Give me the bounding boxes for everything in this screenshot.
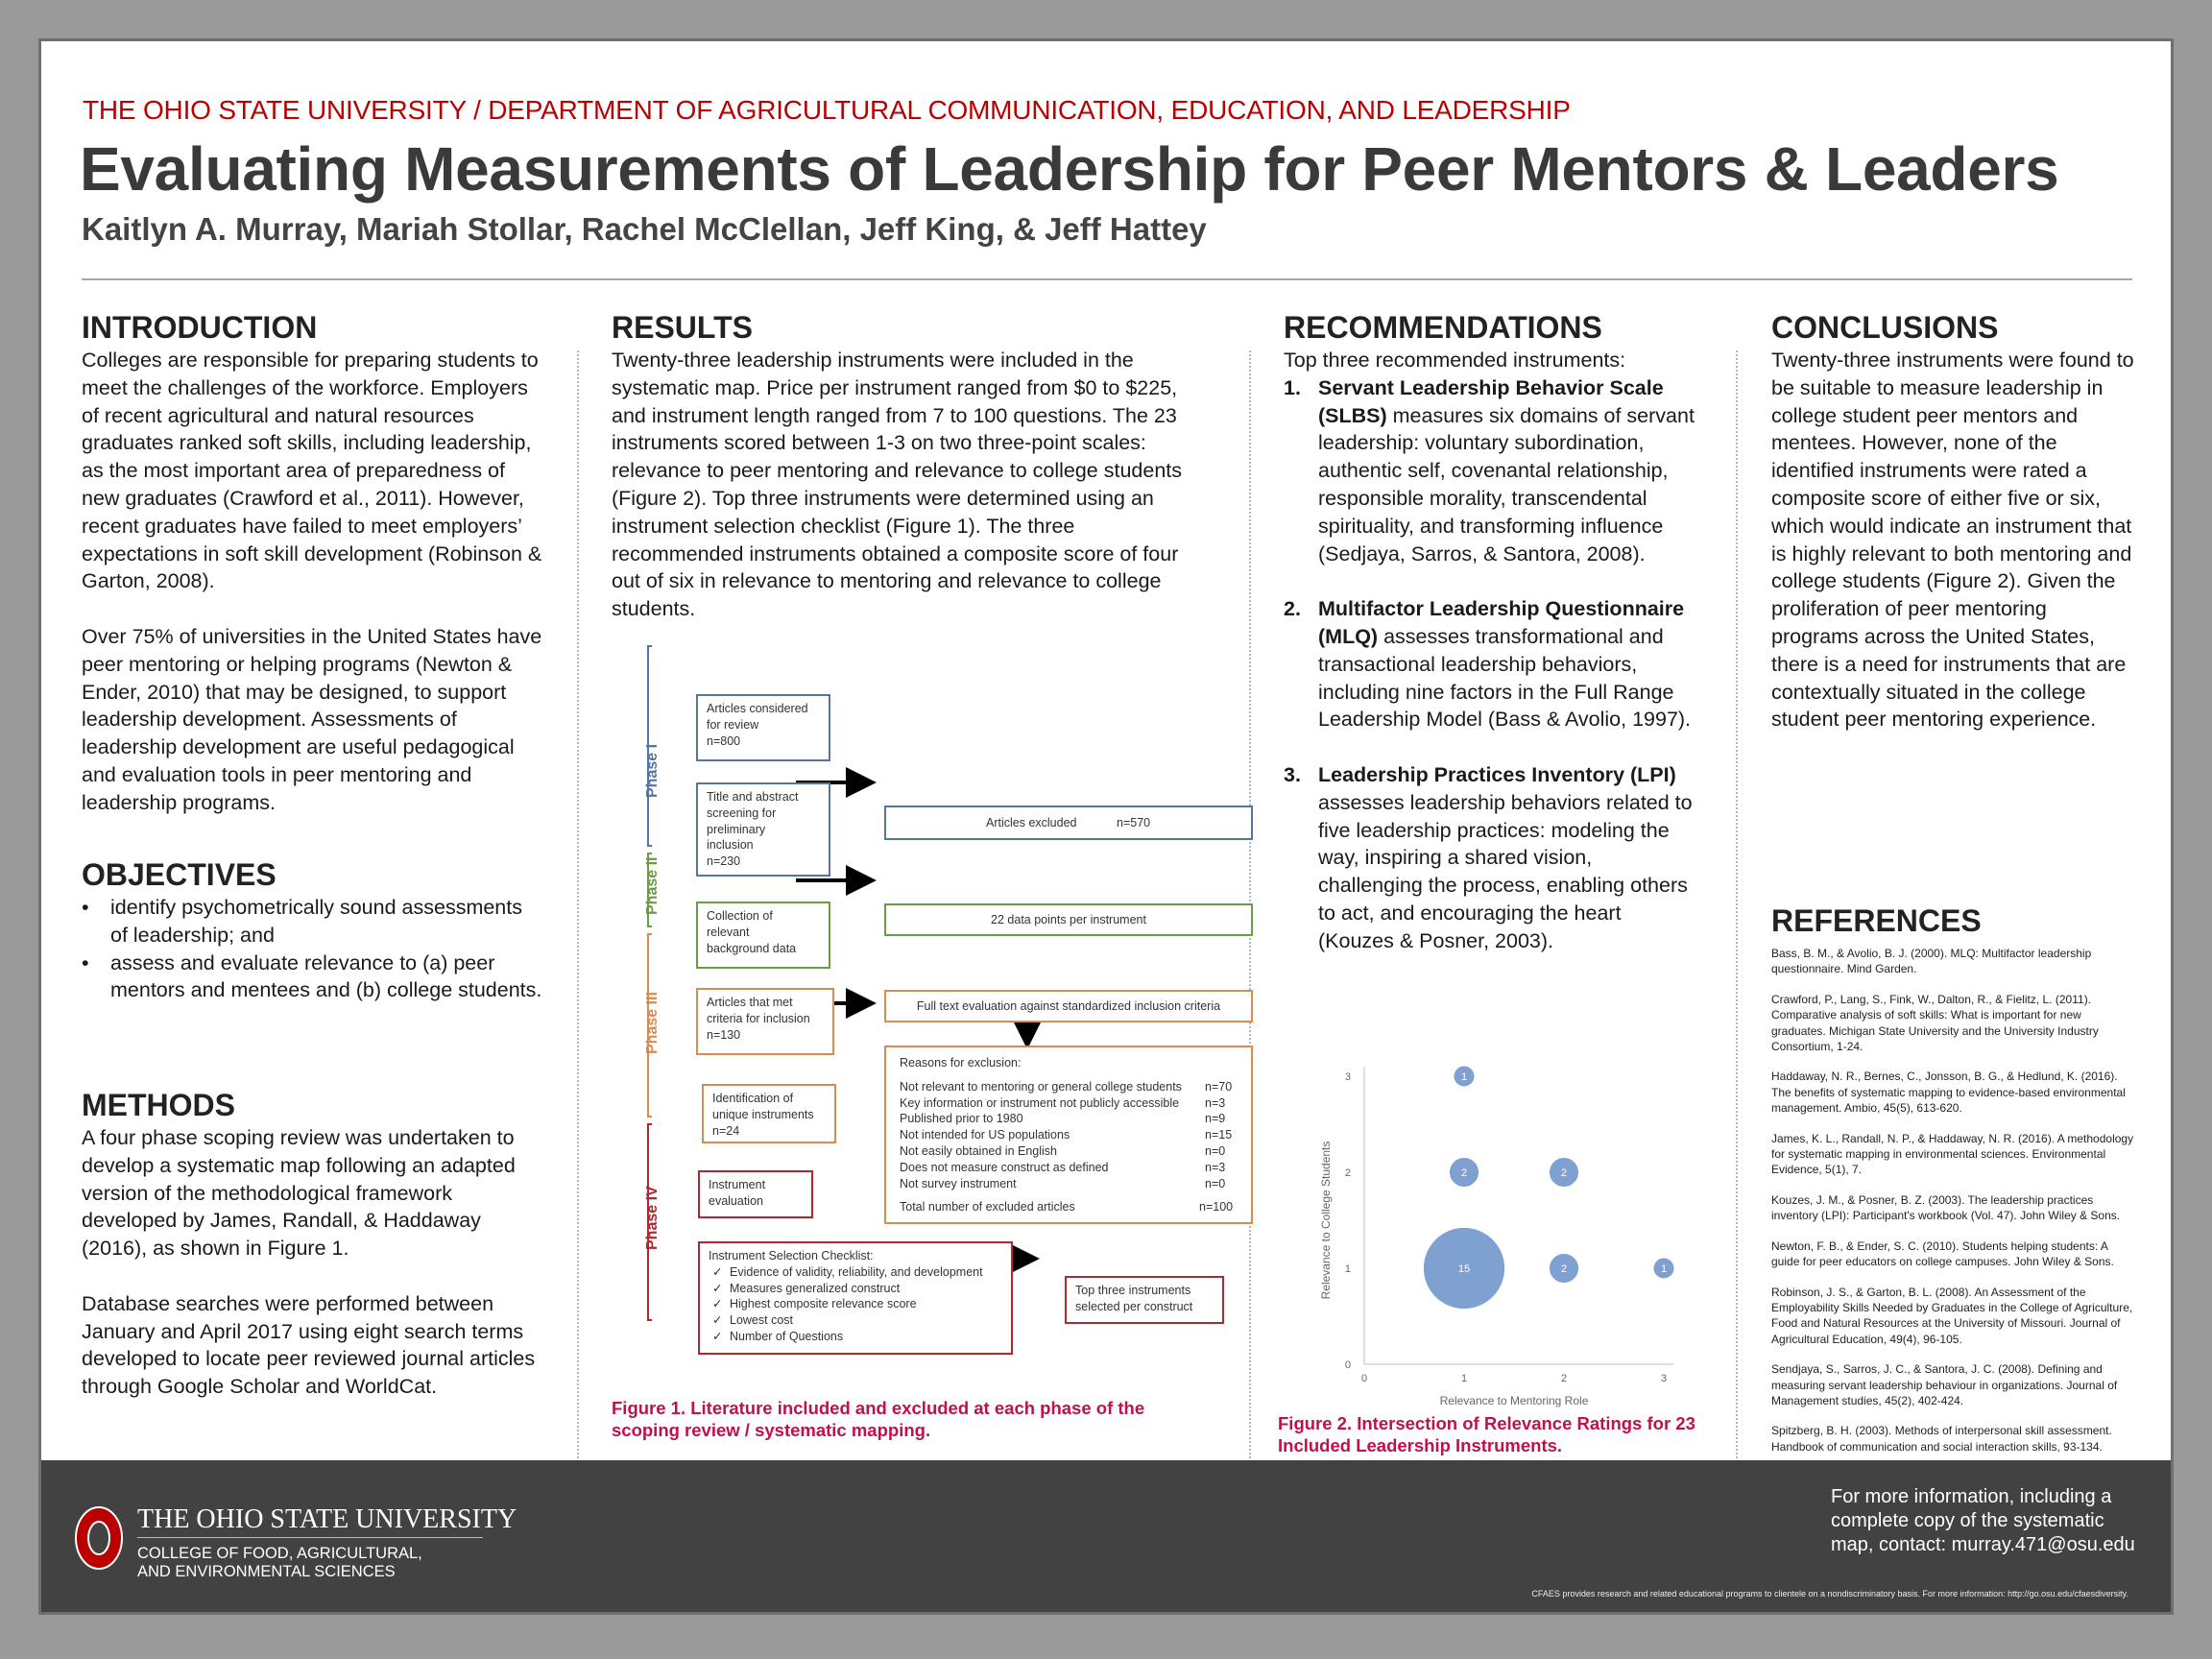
flow-box-evaluation xyxy=(698,1170,813,1218)
poster-body xyxy=(41,41,2171,1462)
recommendations-intro: Top three recommended instruments: xyxy=(1284,349,1626,372)
x-tick-label: 1 xyxy=(1460,1373,1468,1384)
box-line: evaluation xyxy=(709,1193,763,1208)
y-tick-label: 3 xyxy=(1344,1071,1351,1083)
osu-block-o-logo xyxy=(74,1504,124,1572)
objective-item: • identify psychometrically sound assessments of leadership; and xyxy=(82,894,544,950)
contact-info: For more information, including a complete copy of the systematic map, contact: murray.471@osu.edu xyxy=(1831,1486,2135,1555)
box-line: n=130 xyxy=(707,1027,741,1042)
box-line: n=24 xyxy=(712,1123,740,1138)
reason-count: n=0 xyxy=(1205,1143,1226,1158)
excluded-count: n=570 xyxy=(1117,816,1151,830)
reference-item: Crawford, P., Lang, S., Fink, W., Dalton, R., & Fielitz, L. (2011). Comparative analysis of soft skills: What is important for new graduates. Michigan State University and the University Industry Consortium, 1-24. xyxy=(1771,992,2099,1054)
references-heading: REFERENCES xyxy=(1771,903,1982,938)
x-tick-label: 0 xyxy=(1360,1373,1368,1384)
reference-item: Kouzes, J. M., & Posner, B. Z. (2003). The leadership practices inventory (LPI): Participant's workbook (Vol. 47). John Wiley & Sons. xyxy=(1771,1192,2121,1223)
recommendation-number: 3. xyxy=(1284,762,1301,786)
reasons-title: Reasons for exclusion: xyxy=(900,1056,1022,1070)
reason-label: Not relevant to mentoring or general college students xyxy=(900,1079,1182,1094)
phase-label: Phase I xyxy=(644,743,661,798)
reason-count: n=3 xyxy=(1205,1095,1226,1110)
figure2-bubble-chart xyxy=(1280,1030,1702,1414)
reason-count: n=15 xyxy=(1205,1128,1233,1142)
reason-row xyxy=(900,1095,1238,1112)
conclusions-text xyxy=(1771,347,2136,733)
reference-item: Haddaway, N. R., Bernes, C., Jonsson, B. G., & Hedlund, K. (2016). The benefits of systematic mapping to evidence-based environmental management. Ambio, 45(5), 613-620. xyxy=(1771,1070,2126,1116)
reason-row xyxy=(900,1127,1238,1143)
bubble-count-label: 15 xyxy=(1457,1263,1471,1275)
objectives-heading: OBJECTIVES xyxy=(82,857,276,892)
flow-box-full-text xyxy=(884,990,1253,1022)
reason-label: Does not measure construct as defined xyxy=(900,1160,1109,1174)
reason-label: Published prior to 1980 xyxy=(900,1112,1023,1126)
checklist-item: ✓ Lowest cost xyxy=(709,1312,1002,1329)
poster xyxy=(38,38,2174,1615)
recommendation-item xyxy=(1284,374,1698,568)
x-axis-label: Relevance to Mentoring Role xyxy=(1439,1394,1589,1407)
phase-label: Phase III xyxy=(644,992,661,1054)
x-tick-label: 3 xyxy=(1660,1373,1668,1384)
box-line: relevant xyxy=(707,925,750,939)
checklist-item: ✓ Number of Questions xyxy=(709,1329,1002,1345)
disclaimer: CFAES provides research and related educational programs to clientele on a nondiscriminatory basis. For more information: http://go.osu.edu/cfaesdiversity. xyxy=(1531,1589,2128,1599)
y-tick-label: 2 xyxy=(1344,1167,1351,1179)
phase-label: Phase IV xyxy=(644,1186,661,1250)
checklist-item: ✓ Highest composite relevance score xyxy=(709,1296,1002,1312)
box-line: unique instruments xyxy=(712,1107,814,1121)
box-line: criteria for inclusion xyxy=(707,1011,810,1025)
checklist-item: ✓ Evidence of validity, reliability, and development xyxy=(709,1264,1002,1281)
results-heading: RESULTS xyxy=(612,310,753,345)
college-name xyxy=(137,1545,422,1581)
college-line: COLLEGE OF FOOD, AGRICULTURAL, xyxy=(137,1545,422,1562)
box-line: inclusion xyxy=(707,838,754,853)
poster-title: Evaluating Measurements of Leadership for Peer Mentors & Leaders xyxy=(80,134,2059,204)
reason-row xyxy=(900,1111,1238,1127)
recommendation-name: Multifactor Leadership Questionnaire (MLQ) xyxy=(1318,597,1685,648)
reason-count: n=70 xyxy=(1205,1079,1233,1094)
box-line: Title and abstract xyxy=(707,790,799,804)
figure2-caption: Figure 2. Intersection of Relevance Ratings for 23 Included Leadership Instruments. xyxy=(1278,1413,1695,1455)
box-line: Articles considered xyxy=(707,702,808,715)
data-points-label: 22 data points per instrument xyxy=(991,913,1146,926)
bubble-count-label: 1 xyxy=(1460,1071,1468,1083)
introduction-paragraph: Over 75% of universities in the United States have peer mentoring or helping programs (Newton & Ender, 2010) that may be designed, to support leadership development. Assessments of leadership development are useful pedagogical and evaluation tools in peer mentoring and leadership programs. xyxy=(82,624,542,814)
reason-count: n=3 xyxy=(1205,1160,1226,1174)
checklist-item: ✓ Measures generalized construct xyxy=(709,1281,1002,1297)
box-line: screening for xyxy=(707,805,777,820)
reason-row xyxy=(900,1160,1238,1176)
box-line: Top three instruments xyxy=(1075,1284,1191,1297)
flow-box-collection xyxy=(696,902,830,969)
flow-box-checklist xyxy=(698,1241,1013,1355)
reason-label: Not survey instrument xyxy=(900,1176,1017,1190)
bubble-count-label: 2 xyxy=(1560,1167,1568,1179)
methods-paragraph: A four phase scoping review was undertaken to develop a systematic map following an adapted version of the methodological framework developed by James, Randall, & Haddaway (2016), as shown in Figure 1. xyxy=(82,1126,516,1261)
figure1-caption: Figure 1. Literature included and excluded at each phase of the scoping review / systematic mapping. xyxy=(612,1398,1145,1440)
reason-label: Key information or instrument not publicly accessible xyxy=(900,1095,1180,1110)
reason-label: Not intended for US populations xyxy=(900,1128,1070,1142)
reference-item: James, K. L., Randall, N. P., & Haddaway, N. R. (2016). A methodology for systematic mapping in environmental sciences. Environmental Evidence, 5(1), 7. xyxy=(1771,1131,2134,1177)
reason-count: n=9 xyxy=(1205,1112,1226,1126)
flow-box-articles-considered xyxy=(696,694,830,761)
reference-item: Bass, B. M., & Avolio, B. J. (2000). MLQ: Multifactor leadership questionnaire. Mind Garden. xyxy=(1771,947,2092,976)
university-line: THE OHIO STATE UNIVERSITY / DEPARTMENT OF AGRICULTURAL COMMUNICATION, EDUCATION, AND LEADERSHIP xyxy=(83,95,1571,125)
recommendation-name: Leadership Practices Inventory (LPI) xyxy=(1318,762,1676,786)
introduction-paragraph: Colleges are responsible for preparing students to meet the challenges of the workforce. Employers of recent agricultural and natural resources graduates ranked soft skills, including leadership, as the most important area of preparedness of new graduates (Crawford et al., 2011). However, recent graduates have failed to meet employers’ expectations in soft skill development (Robinson & Garton, 2008). xyxy=(82,349,542,593)
bubble-count-label: 2 xyxy=(1560,1263,1568,1275)
y-tick-label: 1 xyxy=(1344,1263,1351,1275)
objective-item: • assess and evaluate relevance to (a) peer mentors and mentees and (b) college students. xyxy=(82,950,544,1005)
recommendation-number: 1. xyxy=(1284,375,1301,399)
reason-label: Not easily obtained in English xyxy=(900,1143,1057,1158)
introduction-heading: INTRODUCTION xyxy=(82,310,318,345)
reference-item: Spitzberg, B. H. (2003). Methods of interpersonal skill assessment. Handbook of communication and social interaction skills, 93-134. xyxy=(1771,1424,2112,1454)
excluded-label: Articles excluded xyxy=(986,816,1077,830)
box-line: background data xyxy=(707,941,797,955)
box-line: preliminary xyxy=(707,822,766,836)
checklist-title: Instrument Selection Checklist: xyxy=(709,1249,874,1262)
flow-box-data-points xyxy=(884,903,1253,936)
recommendation-description: assesses transformational and transactional leadership behaviors, including nine factors in the Full Range Leadership Model (Bass & Avolio, 1997). xyxy=(1318,624,1692,732)
recommendation-number: 2. xyxy=(1284,597,1301,621)
phase-label: Phase II xyxy=(644,856,661,915)
recommendation-item xyxy=(1284,595,1698,733)
reason-row xyxy=(900,1079,1238,1095)
conclusions-heading: CONCLUSIONS xyxy=(1771,310,1999,345)
reference-item: Robinson, J. S., & Garton, B. L. (2008). An Assessment of the Employability Skills Needed by Graduates in the College of Agriculture, Food and Natural Resources at the University of Missouri. Journal of Agricultural Education, 49(4), 96-105. xyxy=(1771,1285,2133,1346)
box-line: n=800 xyxy=(707,733,741,748)
flow-box-screening xyxy=(696,782,830,877)
authors: Kaitlyn A. Murray, Mariah Stollar, Rachel McClellan, Jeff King, & Jeff Hattey xyxy=(82,211,1207,247)
box-line: Collection of xyxy=(707,909,773,923)
recommendation-description: assesses leadership behaviors related to five leadership practices: modeling the way, inspiring a shared vision, challenging the process, enabling others to act, and encouraging the heart (Kouzes & Posner, 2003). xyxy=(1318,790,1693,952)
y-axis-label: Relevance to College Students xyxy=(1319,1141,1333,1300)
flow-box-top-three xyxy=(1065,1276,1224,1324)
recommendation-description: measures six domains of servant leadership: voluntary subordination, authentic self, covenantal relationship, responsible morality, transcendental spirituality, and transforming influence (Sedjaya, Sarros, & Santora, 2008). xyxy=(1318,403,1695,565)
box-line: Identification of xyxy=(712,1092,794,1105)
full-text-label: Full text evaluation against standardized inclusion criteria xyxy=(916,999,1221,1013)
box-line: Articles that met xyxy=(707,996,793,1009)
y-tick-label: 0 xyxy=(1344,1359,1351,1371)
flow-box-excluded xyxy=(884,805,1253,840)
methods-paragraph: Database searches were performed between January and April 2017 using eight search terms developed to locate peer reviewed journal articles through Google Scholar and WorldCat. xyxy=(82,1291,536,1399)
flow-box-unique xyxy=(702,1084,836,1143)
recommendations-heading: RECOMMENDATIONS xyxy=(1284,310,1602,345)
reason-total-label: Total number of excluded articles xyxy=(900,1200,1075,1214)
results-paragraph: Twenty-three leadership instruments were included in the systematic map. Price per instrument ranged from $0 to $225, and instrument length ranged from 7 to 100 questions. The 23 instruments scored between 1-3 on two three-point scales: relevance to peer mentoring and relevance to college students (Figure 2). Top three instruments were determined using an instrument selection checklist (Figure 1). The three recommended instruments obtained a composite score of four out of six in relevance to mentoring and relevance to college students. xyxy=(612,349,1183,621)
reference-item: Sendjaya, S., Sarros, J. C., & Santora, J. C. (2008). Defining and measuring servant leadership behaviour in organizations. Journal of Management studies, 45(2), 402-424. xyxy=(1771,1362,2118,1407)
reason-row xyxy=(900,1143,1238,1160)
reason-total-count: n=100 xyxy=(1199,1200,1234,1214)
reason-row xyxy=(900,1176,1238,1192)
reason-total-row xyxy=(900,1199,1238,1215)
college-line: AND ENVIRONMENTAL SCIENCES xyxy=(137,1563,396,1580)
flow-box-met-criteria xyxy=(696,988,834,1055)
box-line: for review xyxy=(707,717,759,732)
conclusions-paragraph: Twenty-three instruments were found to be suitable to measure leadership in college student peer mentors and mentees. However, none of the identified instruments were rated a composite score of either five or six, which would indicate an instrument that is highly relevant to both mentoring and college students (Figure 2). Given the proliferation of peer mentoring programs across the United States, there is a need for instruments that are contextually situated in the college student peer mentoring experience. xyxy=(1771,349,2134,732)
recommendation-name: Servant Leadership Behavior Scale (SLBS) xyxy=(1318,375,1664,427)
box-line: n=230 xyxy=(707,854,741,869)
osu-wordmark: THE OHIO STATE UNIVERSITY xyxy=(137,1504,517,1534)
methods-heading: METHODS xyxy=(82,1088,235,1122)
reference-item: Newton, F. B., & Ender, S. C. (2010). Students helping students: A guide for peer educators on college campuses. John Wiley & Sons. xyxy=(1771,1238,2114,1269)
bubble-count-label: 2 xyxy=(1460,1167,1468,1179)
wordmark-divider xyxy=(137,1537,483,1538)
box-line: selected per construct xyxy=(1075,1299,1193,1313)
recommendations-text xyxy=(1284,347,1698,982)
bubble-count-label: 1 xyxy=(1660,1263,1668,1275)
flow-box-reasons xyxy=(884,1046,1253,1224)
box-line: Instrument xyxy=(709,1178,766,1191)
references-list xyxy=(1771,946,2138,1469)
reason-count: n=0 xyxy=(1205,1176,1226,1190)
recommendation-item xyxy=(1284,761,1698,955)
x-tick-label: 2 xyxy=(1560,1373,1568,1384)
